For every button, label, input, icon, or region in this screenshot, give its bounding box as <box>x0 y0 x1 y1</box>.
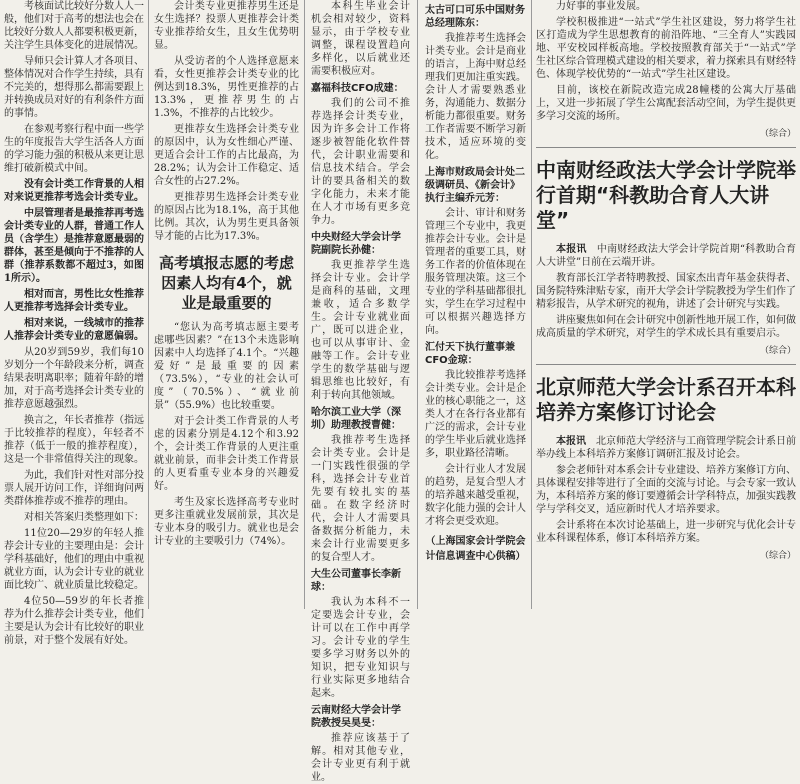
paragraph: 我认为本科不一定要选会计专业，会计可以在工作中再学习。会计专业的学生要多学习财务以外的知识，把专业知识与行业实际更多地结合起来。 <box>311 597 410 699</box>
paragraph: 我推荐考生选择会计类专业。会计是一门实践性很强的学科，选择会计专业首先要有较扎实的基础。在数字经济时代，会计人才需要具备数据分析能力，未来会计行业需要更多的复合型人才。 <box>311 435 410 563</box>
section-title: 太古可口可乐中国财务总经理陈东： <box>425 5 525 29</box>
source-credit: （上海国家会计学院会计信息调查中心供稿） <box>425 536 526 562</box>
paragraph: 11位20—29岁的年轻人推荐会计专业的主要理由是：会计学科基础好，他们的理由中重视就业方面，认为会计专业的就业面比较广、就业质量比较稳定。 <box>4 528 144 591</box>
paragraph-text: 中南财经政法大学会计学院首期“科教助合育人大讲堂”日前在云端开讲。 <box>536 244 796 268</box>
section-title: 汇付天下执行董事兼CFO金琼： <box>425 342 515 366</box>
paragraph: 讲座聚焦如何在会计研究中创新性地开展工作，如何做成高质量的学术研究，对学生的学术成长具有重要启示。 <box>536 315 796 339</box>
paragraph: 会计行业人才发展的趋势，是复合型人才的培养越来越受重视，数字化能力强的会计人才将会更受欢迎。 <box>425 464 526 527</box>
column-2 <box>150 0 303 609</box>
divider <box>536 147 796 148</box>
paragraph: 相对来说，一线城市的推荐人推荐会计类专业的意愿偏弱。 <box>4 318 144 342</box>
paragraph: 会计、审计和财务管理三个专业中，我更推荐会计专业。会计是管理者的重要工具，财务工作者的价值体现在服务管理决策。这三个专业的学科基础都很扎实，学生在学习过程中可以根据兴趣选择方向。 <box>425 208 526 336</box>
paragraph: 目前，该校在新院改造完成28幢楼的公寓大厅基础上，又进一步拓展了学生公寓配套活动空间，为学生提供更多学习交流的场所。 <box>536 85 796 122</box>
paragraph: 我比较推荐考选择会计类专业。会计是企业的核心职能之一，这类人才在各行各业都有广泛的需求，会计专业的学生毕业后就业选择多，职业路径清晰。 <box>425 370 526 459</box>
paragraph: 本科生毕业会计机会相对较少，资料显示，由于学校专业调整，课程设置趋向多样化，以后就业还需要积极应对。 <box>311 1 410 77</box>
section-title: 云南财经大学会计学院教授吴昊旻： <box>311 705 401 729</box>
paragraph: 会计系将在本次讨论基础上，进一步研究与优化会计专业本科课程体系，修订本科培养方案。 <box>536 520 796 544</box>
section-title: 大生公司董事长李新球： <box>311 569 401 593</box>
paragraph: 我们的公司不推荐选择会计类专业，因为许多会计工作将逐步被智能化软件替代，会计职业需要和信息技术结合。学会计的要具备相关的数字化能力，未来才能在人才市场有更多竞争力。 <box>311 98 410 226</box>
column-3 <box>307 0 414 783</box>
paragraph: 4位50—59岁的年长者推荐为什么推荐会计类专业，他们主要是认为会计有比较好的职业前景，对于整个发展有好处。 <box>4 596 144 646</box>
paragraph: 没有会计类工作背景的人相对来说更推荐考选会计类专业。 <box>4 179 144 203</box>
paragraph: 更推荐女生选择会计类专业的原因中，认为女性细心严谨、更适合会计工作的占比最高，为28.2%；认为会计工作稳定、适合女性的占27.2%。 <box>154 124 299 187</box>
lead-word: 本报讯 <box>556 244 597 255</box>
paragraph: 中层管理者是最推荐再考选会计类专业的人群，普通工作人员（含学生）是推荐意愿最弱的群体，甚至是倾向于不推荐的人群（推荐系数都不超过3，如图1所示）。 <box>4 208 144 284</box>
section-title: 中央财经大学会计学院副院长孙健： <box>311 232 401 256</box>
paragraph: 考生及家长选择高考专业时更多注重就业发展前景，其次是专业本身的吸引力。就业也是会计专业的主要吸引力（74%）。 <box>154 497 299 547</box>
column-1 <box>0 0 148 646</box>
column-rule <box>417 0 418 609</box>
paragraph: 我更推荐学生选择会计专业。会计学是商科的基础，文理兼收，适合多数学生。会计专业就业面广，既可以进企业，也可以从事审计、金融等工作。会计专业学生的数学基础与逻辑思维也比较好，有利于转向其他领域。 <box>311 260 410 401</box>
paragraph: 从20岁到59岁，我们每10岁划分一个年龄段来分析，调查结果表明离职率；随着年龄的增加，对于高考选择会计类专业的推荐意愿越强烈。 <box>4 347 144 410</box>
section-title: 上海市财政局会计处二级调研员、《新会计》执行主编乔元芳： <box>425 167 525 204</box>
paragraph: 相对而言，男性比女性推荐人更推荐考选择会计类专业。 <box>4 289 144 313</box>
lead-word: 本报讯 <box>556 436 596 447</box>
paragraph: 学校积极推进“一站式”学生社区建设，努力将学生社区打造成为学生思想教育的前沿阵地、“三全育人”实践园地、平安校园样板高地。学校按照教育部关于“一站式”学生社区综合管理模式建设的相关要求，着力探索具有财经特色、体现学校优势的“一站式”学生社区建设。 <box>536 17 796 80</box>
headline-survey-factors: 高考填报志愿的考虑因素人均有4个，就业是最重要的 <box>158 254 294 312</box>
paragraph: 更推荐男生选择会计类专业的原因占比为18.1%，高于其他比例。其次，认为男生更具备领导才能的占比为17.3%。 <box>154 192 299 242</box>
paragraph: 推荐应该基于了解。相对其他专业，会计专业更有利于就业。 <box>311 733 410 783</box>
column-4 <box>421 0 530 609</box>
editor-note: （综合） <box>759 346 796 356</box>
paragraph: 在参观考察行程中面一些学生的年度报告大学生活各人方面的学习能力强的积极从来更让思维打破新模式中间。 <box>4 124 144 174</box>
paragraph-text: 北京师范大学经济与工商管理学院会计系日前举办线上本科培养方案修订调研汇报及讨论会。 <box>536 436 796 460</box>
section-title: 哈尔滨工业大学（深圳）助理教授曹健： <box>311 407 401 431</box>
paragraph: 为此，我们针对性对部分投票人展开访问工作，详细询问两类群体推荐或不推荐的理由。 <box>4 470 144 507</box>
editor-note: （综合） <box>759 551 796 561</box>
paragraph: 从受访者的个人选择意愿来看，女性更推荐会计类专业的比例达到18.3%，男性更推荐的占13.3%，更推荐男生的占1.3%，不推荐的占比较少。 <box>154 56 299 119</box>
paragraph: 参会老师针对本系会计专业建设、培养方案修订方向、具体课程安排等进行了全面的交流与讨论。与会专家一致认为，本科培养方案的修订要遵循会计学科特点，加强实践教学与学科交叉，适应新时代人才培养要求。 <box>536 465 796 515</box>
column-rule <box>304 0 305 609</box>
paragraph: 换言之，年长者推荐（指远于比较推荐的程度），年轻者不推荐（低于一般的推荐程度），这是一个非常值得关注的现象。 <box>4 415 144 465</box>
divider <box>536 364 796 365</box>
paragraph: 导师只会计算人才各项目、整体情况对合作学生持续，具有不完美的，想得那么都需要跟上并转换成员对好的有利条件方面的事情。 <box>4 56 144 119</box>
paragraph <box>536 243 796 269</box>
paragraph <box>536 435 796 461</box>
editor-note: （综合） <box>759 129 796 139</box>
paragraph: 对于会计类工作背景的人考虑的因素分别是4.12个和3.92个，会计类工作背景的人更注重就业前景，而非会计类工作背景的人更看重专业本身的兴趣爱好。 <box>154 416 299 492</box>
column-rule <box>148 0 149 609</box>
paragraph: 教育部长江学者特聘教授、国家杰出青年基金获得者、国务院特殊津贴专家，南开大学会计学院教授为学生们作了精彩报告，从学术研究的视角，讲述了会计研究与实践。 <box>536 273 796 310</box>
headline-bnu: 北京师范大学会计系召开本科培养方案修订讨论会 <box>536 375 796 424</box>
paragraph: 力好事的事业发展。 <box>556 1 646 12</box>
headline-znufe: 中南财经政法大学会计学院举行首期“科教助合育人大讲堂” <box>536 158 796 232</box>
column-5 <box>532 0 800 609</box>
paragraph: 对相关答案归类整理如下： <box>24 512 144 523</box>
paragraph: 考核面试比较好分数人人一般，他们对于高考的想法也会在比较好分数人人都要积极更新，关注学生具体变化的进展情况。 <box>4 1 144 51</box>
paragraph: 会计类专业更推荐男生还是女生选择？投票人更推荐会计类专业推荐给女生，且女生优势明显。 <box>154 1 299 51</box>
paragraph: “您认为高考填志愿主要考虑哪些因素？”在13个未选影响因素中人均选择了4.1个。“兴趣爱好”是最重要的因素（73.5%），“专业的社会认可度”（70.5%）、“就业前景”（55.9%）也比较重要。 <box>154 322 299 411</box>
section-title: 嘉福科技CFO成建： <box>311 83 404 94</box>
paragraph: 我推荐考生选择会计类专业。会计是商业的语言，上海中财总经理我们更加注重实践。会计人才需要熟悉业务，沟通能力、数据分析能力都很重要。财务工作者需要不断学习新技术，适应环境的变化。 <box>425 33 526 161</box>
